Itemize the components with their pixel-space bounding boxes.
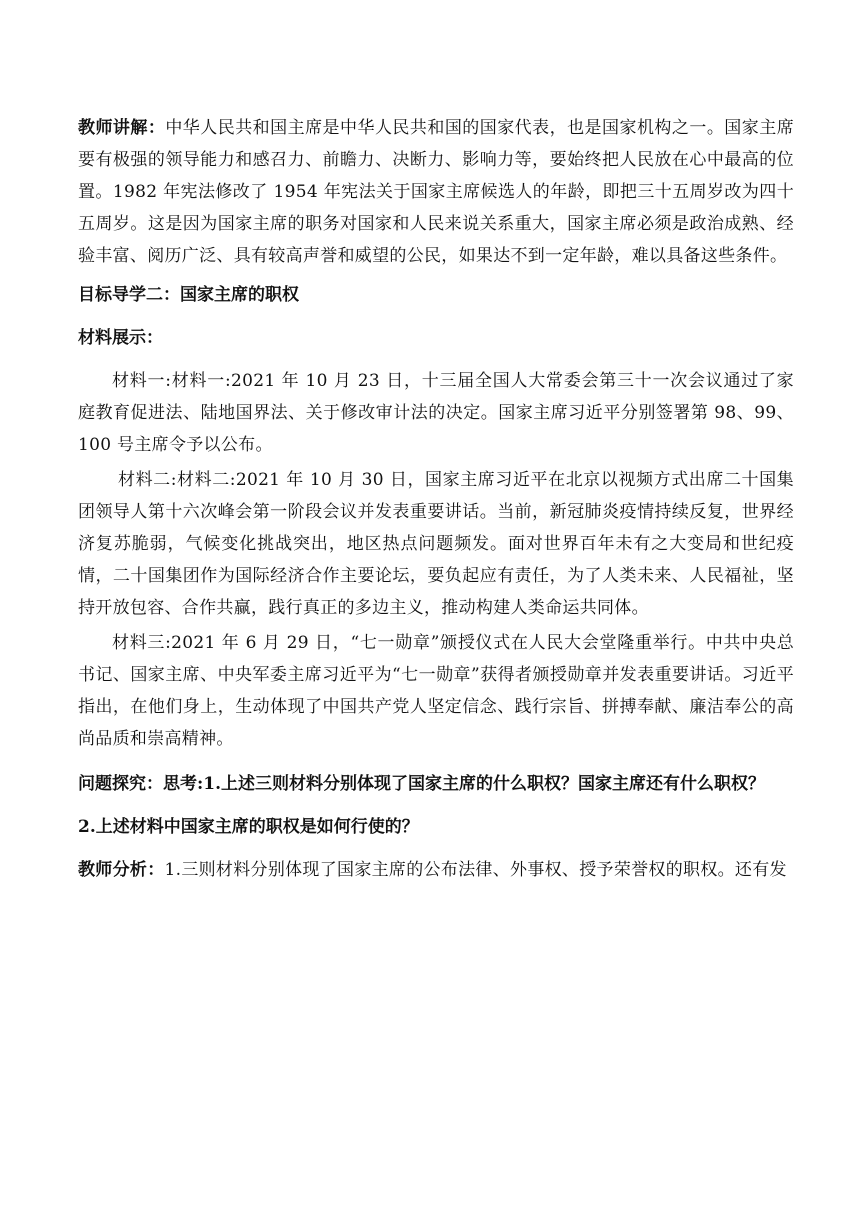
- material-three-paragraph: 材料三:2021 年 6 月 29 日，“七一勋章”颁授仪式在人民大会堂隆重举行。中共中央总书记、国家主席、中央军委主席习近平为“七一勋章”获得者颁授勋章并发表重要讲话。习近平指出，在他们身上，生动体现了中国共产党人坚定信念、践行宗旨、拼搏奉献、廉洁奉公的高尚品质和崇高精神。: [78, 633, 794, 749]
- teacher-analysis-label: 教师分析：: [78, 860, 165, 880]
- question-exploration-line-2: 2.上述材料中国家主席的职权是如何行使的？: [78, 817, 419, 837]
- question-exploration-line-1: 问题探究：思考:1.上述三则材料分别体现了国家主席的什么职权？国家主席还有什么职权？: [78, 774, 766, 794]
- teacher-analysis-text: 1.三则材料分别体现了国家主席的公布法律、外事权、授予荣誉权的职权。还有发: [164, 860, 787, 880]
- teacher-explanation-paragraph: [78, 112, 794, 272]
- teacher-explanation-text: 中华人民共和国主席是中华人民共和国的国家代表，也是国家机构之一。国家主席要有极强的领导能力和感召力、前瞻力、决断力、影响力等，要始终把人民放在心中最高的位置。1982 年宪法修改了 1954 年宪法关于国家主席候选人的年龄，即把三十五周岁改为四十五周岁。这是因为国家主席的职务对国家和人民来说关系重大，国家主席必须是政治成熟、经验丰富、阅历广泛、具有较高声誉和威望的公民，如果达不到一定年龄，难以具备这些条件。: [78, 118, 794, 266]
- material-two-paragraph: 材料二:材料二:2021 年 10 月 30 日，国家主席习近平在北京以视频方式出席二十国集团领导人第十六次峰会第一阶段会议并发表重要讲话。当前，新冠肺炎疫情持续反复，世界经济复苏脆弱，气候变化挑战突出，地区热点问题频发。面对世界百年未有之大变局和世纪疫情，二十国集团作为国际经济合作主要论坛，要负起应有责任，为了人类未来、人民福祉，坚持开放包容、合作共赢，践行真正的多边主义，推动构建人类命运共同体。: [78, 470, 794, 618]
- material-display-label: 材料展示：: [78, 328, 163, 348]
- teacher-explanation-label: 教师讲解：: [78, 118, 166, 138]
- document-page: [78, 112, 794, 889]
- section-title: 目标导学二：国家主席的职权: [78, 285, 299, 305]
- teacher-analysis-paragraph: [78, 854, 794, 886]
- material-one-paragraph: 材料一:材料一:2021 年 10 月 23 日，十三届全国人大常委会第三十一次会议通过了家庭教育促进法、陆地国界法、关于修改审计法的决定。国家主席习近平分别签署第 98、99、100 号主席令予以公布。: [78, 371, 794, 455]
